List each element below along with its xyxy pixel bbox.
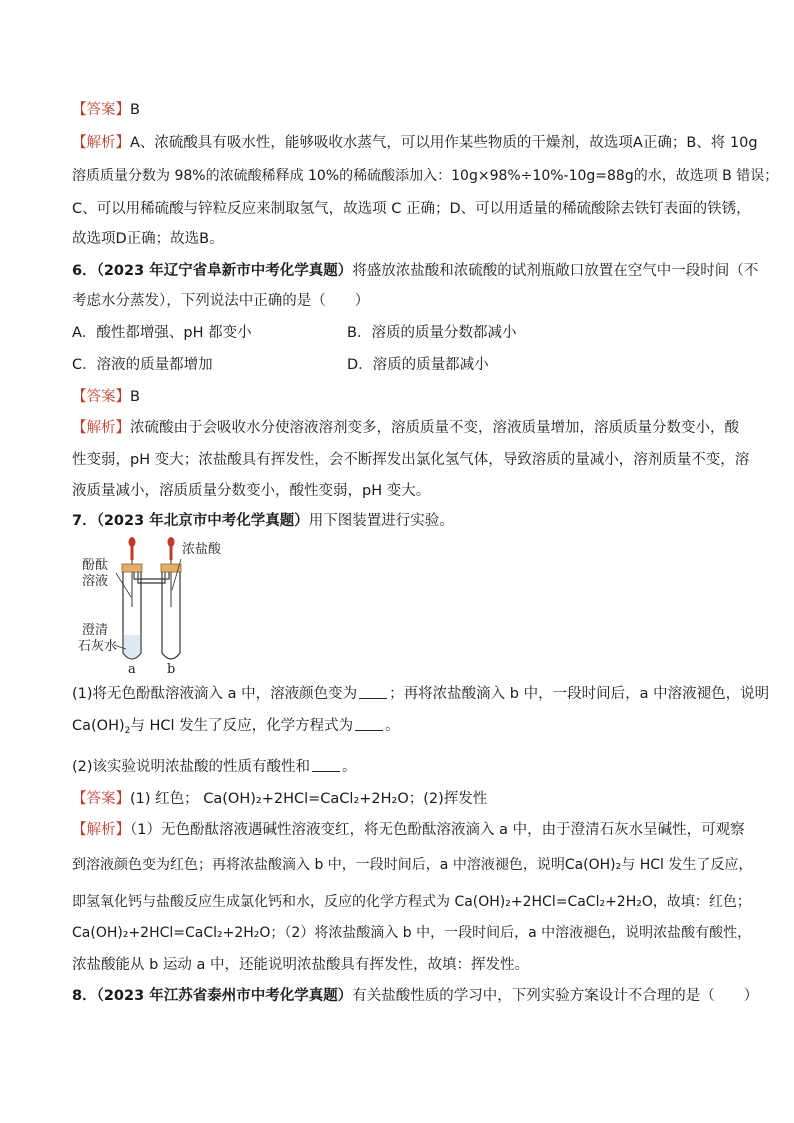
- stopper-a: [122, 564, 142, 572]
- q7-analysis-line-1: [72, 820, 745, 840]
- analysis-text: A、浓硫酸具有吸水性，能够吸收水蒸气，可以用作某些物质的干燥剂，故选项A正确；B、将 10g: [130, 135, 758, 151]
- q5-analysis-line-4: 故选项D正确；故选B。: [72, 231, 224, 247]
- answer-value: B: [130, 102, 140, 118]
- sub1-text-e: 。: [385, 718, 400, 734]
- q5-analysis-line-2: 溶质质量分数为 98%的浓硫酸稀释成 10%的稀硫酸添加入：10g×98%÷10%-10g=88g的水，故选项 B 错误；: [72, 168, 779, 184]
- label-conc-hcl: 浓盐酸: [182, 542, 222, 557]
- label-a: a: [128, 662, 136, 677]
- q7-sub2: [72, 757, 732, 777]
- question-source: （2023 年辽宁省阜新市中考化学真题）: [96, 263, 353, 279]
- q6-option-c: C．溶液的质量都增加: [72, 357, 213, 373]
- analysis-tag: 【解析】: [72, 135, 130, 151]
- q6-analysis-line-2: 性变弱，pH 变大；浓盐酸具有挥发性，会不断挥发出氯化氢气体，导致溶质的量减小，溶剂质量不变，溶: [72, 452, 750, 468]
- formula-subscript: 2: [124, 726, 131, 736]
- question-number: 7．: [72, 513, 97, 529]
- q8-stem: [72, 986, 759, 1006]
- answer-value: (1) 红色； Ca(OH)₂+2HCl=CaCl₂+2H₂O；(2)挥发性: [130, 791, 488, 807]
- q7-analysis-line-2: 到溶液颜色变为红色；再将浓盐酸滴入 b 中，一段时间后，a 中溶液褪色，说明Ca(OH)₂与 HCl 发生了反应，: [72, 857, 753, 873]
- analysis-text: （1）无色酚酞溶液遇碱性溶液变红，将无色酚酞溶液滴入 a 中，由于澄清石灰水呈碱性，可观察: [130, 822, 745, 838]
- answer-blank: [359, 686, 387, 699]
- label-solution: 溶液: [82, 574, 109, 589]
- answer-value: B: [130, 389, 140, 405]
- analysis-tag: 【解析】: [72, 822, 130, 838]
- apparatus-figure: [78, 535, 222, 677]
- limewater-solution: [124, 635, 140, 659]
- q7-answer: [72, 789, 732, 809]
- label-clear: 澄清: [82, 623, 109, 638]
- q7-analysis-line-4: Ca(OH)₂+2HCl=CaCl₂+2H₂O；（2）将浓盐酸滴入 b 中，一段时间后，a 中溶液褪色，说明浓盐酸有酸性，: [72, 925, 752, 941]
- q5-analysis-line-1: [72, 133, 758, 153]
- answer-tag: 【答案】: [72, 389, 130, 405]
- q7-analysis-line-3: 即氢氧化钙与盐酸反应生成氯化钙和水，反应的化学方程式为 Ca(OH)₂+2HCl=CaCl₂+2H₂O，故填：红色；: [72, 894, 751, 910]
- q6-analysis-line-1: [72, 418, 739, 438]
- q6-stem-line-1: [72, 261, 759, 281]
- question-stem: 有关盐酸性质的学习中，下列实验方案设计不合理的是（ ）: [352, 988, 759, 1004]
- q7-stem: [72, 511, 732, 531]
- answer-blank: [355, 718, 383, 731]
- question-stem: 用下图装置进行实验。: [308, 513, 454, 529]
- label-b: b: [167, 662, 176, 677]
- q6-option-d: D．溶质的质量都减小: [347, 357, 489, 373]
- analysis-tag: 【解析】: [72, 420, 130, 436]
- q7-sub1-line-2: [72, 716, 732, 741]
- sub1-text-a: (1)将无色酚酞溶液滴入 a 中，溶液颜色变为: [72, 686, 358, 702]
- question-source: （2023 年江苏省泰州市中考化学真题）: [96, 988, 353, 1004]
- answer-tag: 【答案】: [72, 791, 130, 807]
- connecting-tube: [134, 572, 169, 579]
- q7-sub1-line-1: [72, 684, 770, 704]
- answer-tag: 【答案】: [72, 102, 130, 118]
- q6-option-b: B．溶质的质量分数都减小: [347, 325, 517, 341]
- question-source: （2023 年北京市中考化学真题）: [96, 513, 309, 529]
- sub1-text-d: 与 HCl 发生了反应，化学方程式为: [130, 718, 354, 734]
- q6-stem-line-2: 考虑水分蒸发），下列说法中正确的是（ ）: [72, 293, 370, 309]
- q7-analysis-line-5: 浓盐酸能从 b 运动 a 中，还能说明浓盐酸具有挥发性，故填：挥发性。: [72, 957, 530, 973]
- sub2-text-b: 。: [342, 759, 357, 775]
- q6-answer: [72, 387, 732, 407]
- sub1-text-b: ；再将浓盐酸滴入 b 中，一段时间后，a 中溶液褪色，说明: [389, 686, 770, 702]
- label-phenolphthalein: 酚酞: [82, 558, 109, 573]
- label-limewater: 石灰水: [78, 639, 118, 654]
- question-number: 8．: [72, 988, 97, 1004]
- q5-analysis-line-3: C、可以用稀硫酸与锌粒反应来制取氢气，故选项 C 正确；D、可以用适量的稀硫酸除去铁钉表面的铁锈，: [72, 201, 751, 217]
- q6-analysis-line-3: 液质量减小，溶质质量分数变小，酸性变弱，pH 变大。: [72, 483, 431, 499]
- question-number: 6．: [72, 263, 97, 279]
- question-stem: 将盛放浓盐酸和浓硫酸的试剂瓶敞口放置在空气中一段时间（不: [352, 263, 759, 279]
- sub2-text-a: (2)该实验说明浓盐酸的性质有酸性和: [72, 759, 311, 775]
- q6-option-a: A．酸性都增强、pH 都变小: [72, 325, 252, 341]
- analysis-text: 浓硫酸由于会吸收水分使溶液溶剂变多，溶质质量不变，溶液质量增加，溶质质量分数变小，酸: [130, 420, 739, 436]
- formula-caoh2: Ca(OH): [72, 718, 125, 734]
- answer-blank: [312, 759, 340, 772]
- q5-answer: [72, 100, 732, 120]
